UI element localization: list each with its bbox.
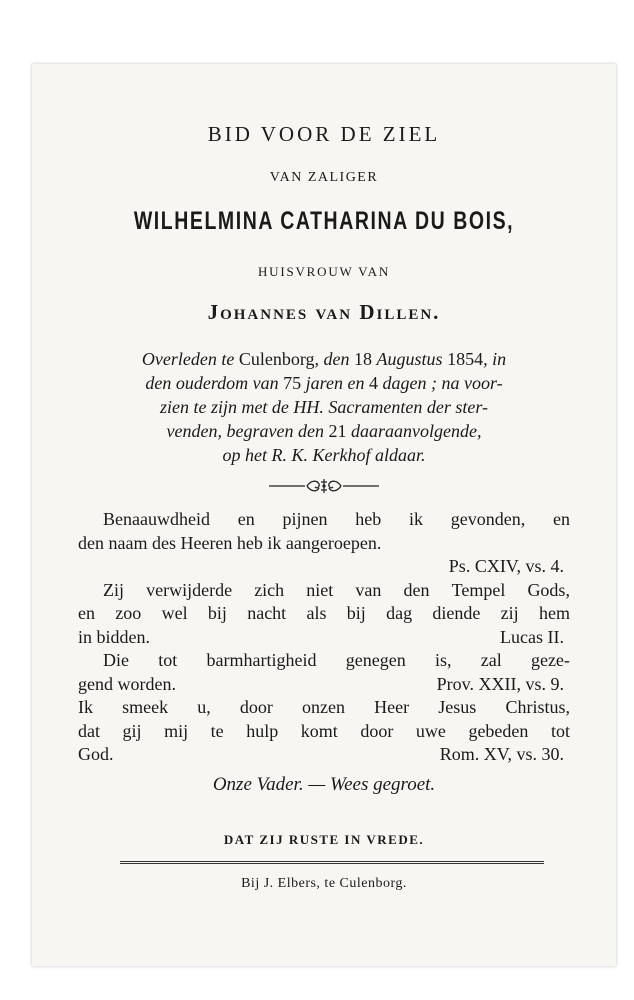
prayer-line: Onze Vader. — Wees gegroet. [212,774,436,795]
verse-reference: Prov. XXII, vs. 9. [436,673,564,694]
death-notice-line: den ouderdom van 75 jaren en 4 dagen ; na voor- [145,373,503,393]
relation-label: HUISVROUW VAN [257,264,391,279]
deceased-name: WILHELMINA CATHARINA DU BOIS, [133,207,515,235]
verse-reference: Lucas II. [500,626,564,647]
subheading: VAN ZALIGER [269,170,379,185]
flourish-icon [269,476,379,496]
verse-line: en zoo wel bij nacht als bij dag diende zij hem [78,603,570,623]
verse-line: dat gij mij te hulp komt door uwe gebeden tot [78,720,570,741]
spouse-name: Johannes van Dillen. [207,300,441,324]
prayer-heading: BID VOOR DE ZIEL [207,122,441,146]
memorial-card [32,64,616,966]
verse-line: God. Rom. XV, vs. 30. [78,743,570,767]
verse-line: gend worden. Prov. XXII, vs. 9. [78,673,570,697]
death-notice-line: Overleden te Culenborg, den 18 Augustus 1854, in [141,349,507,369]
closing-line: DAT ZIJ RUSTE IN VREDE. [223,832,425,847]
death-notice [32,347,616,467]
scripture-verses [78,508,570,767]
verse-line: Zij verwijderde zich niet van den Tempel Gods, [103,579,570,600]
verse-line: in bidden. Lucas II. [78,626,570,650]
verse-reference: Rom. XV, vs. 30. [439,744,564,764]
death-notice-line: op het R. K. Kerkhof aldaar. [222,445,426,465]
ornament-divider [32,476,616,496]
verse-line: Benaauwdheid en pijnen heb ik gevonden, en [103,509,570,529]
double-rule-divider [120,861,544,864]
death-notice-line: venden, begraven den 21 daaraanvolgende, [166,421,482,441]
printer-credit: Bij J. Elbers, te Culenborg. [241,876,407,891]
verse-line: Die tot barmhartigheid genegen is, zal geze- [103,650,570,670]
verse-reference: Ps. CXIV, vs. 4. [448,556,564,576]
verse-line: den naam des Heeren heb ik aangeroepen. [78,532,382,553]
verse-line: Ik smeek u, door onzen Heer Jesus Christus, [78,697,570,717]
death-notice-line: zien te zijn met de HH. Sacramenten der ster- [159,397,489,417]
